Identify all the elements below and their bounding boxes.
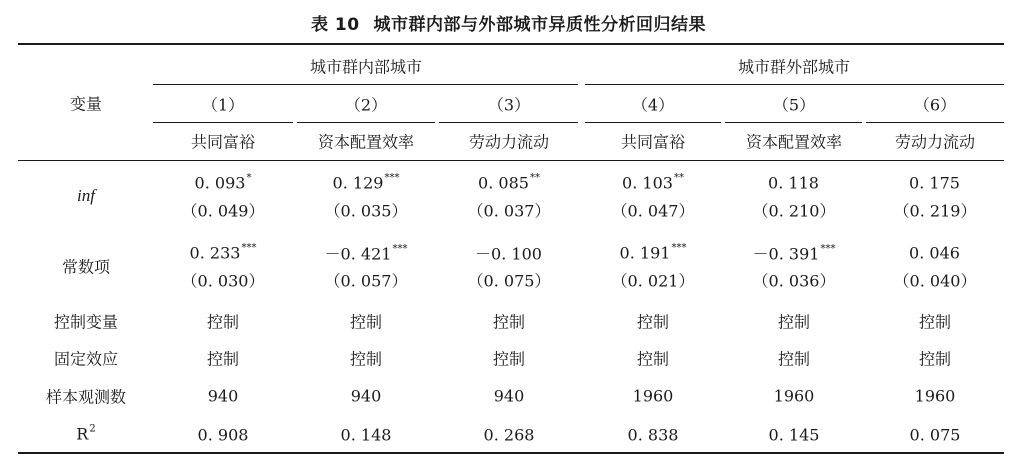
coef-value xyxy=(325,242,408,265)
col-rule-2 xyxy=(297,122,435,123)
col-rule-4 xyxy=(585,122,721,123)
r2-superscript: 2 xyxy=(89,423,96,435)
standard-error: （0. 210） xyxy=(752,201,836,221)
row-value-n: 940 xyxy=(350,386,382,406)
coef-number: 0. 129 xyxy=(332,173,384,193)
coef-value xyxy=(909,174,961,193)
standard-error: （0. 075） xyxy=(467,271,551,291)
column-name: 资本配置效率 xyxy=(317,132,415,152)
coef-number: －0. 391 xyxy=(752,244,820,264)
row-value-fixed: 控制 xyxy=(636,349,670,369)
row-value-r2: 0. 908 xyxy=(197,425,249,445)
row-label-n: 样本观测数 xyxy=(45,387,127,407)
row-value-n: 1960 xyxy=(914,386,956,406)
row-label-const: 常数项 xyxy=(61,257,111,277)
group-rule-outer xyxy=(585,84,1004,85)
significance-stars: * xyxy=(246,172,252,184)
column-number: （3） xyxy=(487,95,531,115)
row-value-r2: 0. 075 xyxy=(909,425,961,445)
row-value-n: 1960 xyxy=(773,386,815,406)
coef-value xyxy=(475,242,543,265)
coef-value xyxy=(909,244,961,263)
column-name: 共同富裕 xyxy=(620,132,686,152)
column-number: （4） xyxy=(631,95,675,115)
col-rule-3 xyxy=(439,122,578,123)
group-header-outer: 城市群外部城市 xyxy=(737,57,851,77)
row-value-n: 940 xyxy=(493,386,525,406)
significance-stars: *** xyxy=(392,243,408,255)
column-name: 资本配置效率 xyxy=(745,132,843,152)
coef-value xyxy=(333,174,400,193)
coef-value xyxy=(195,174,252,193)
row-value-fixed: 控制 xyxy=(918,349,952,369)
column-name: 共同富裕 xyxy=(190,132,256,152)
table-number: 表 10 xyxy=(310,15,360,35)
coef-number: 0. 046 xyxy=(909,243,960,263)
significance-stars: ** xyxy=(673,172,684,184)
column-number: （2） xyxy=(344,95,388,115)
column-number: （5） xyxy=(772,95,816,115)
standard-error: （0. 035） xyxy=(324,201,408,221)
row-value-n: 940 xyxy=(207,386,239,406)
standard-error: （0. 040） xyxy=(893,271,977,291)
significance-stars: *** xyxy=(241,242,257,254)
bottom-rule xyxy=(18,452,1004,454)
standard-error: （0. 047） xyxy=(611,201,695,221)
coef-value xyxy=(753,242,836,265)
header-rule xyxy=(18,160,1004,161)
standard-error: （0. 049） xyxy=(181,201,265,221)
standard-error: （0. 057） xyxy=(324,271,408,291)
standard-error: （0. 021） xyxy=(611,271,695,291)
col-rule-1 xyxy=(153,122,293,123)
row-value-fixed: 控制 xyxy=(777,349,811,369)
row-value-controls: 控制 xyxy=(777,312,811,332)
row-label-controls: 控制变量 xyxy=(53,312,119,332)
row-label-r2 xyxy=(76,425,95,444)
row-value-r2: 0. 145 xyxy=(768,425,820,445)
row-value-controls: 控制 xyxy=(636,312,670,332)
group-header-inner: 城市群内部城市 xyxy=(309,57,423,77)
row-value-controls: 控制 xyxy=(349,312,383,332)
significance-stars: *** xyxy=(820,243,836,255)
column-number: （6） xyxy=(913,95,957,115)
coef-number: 0. 118 xyxy=(768,173,819,193)
coef-value xyxy=(622,174,684,193)
significance-stars: *** xyxy=(671,242,687,254)
row-value-r2: 0. 148 xyxy=(340,425,392,445)
standard-error: （0. 030） xyxy=(181,271,265,291)
row-value-controls: 控制 xyxy=(492,312,526,332)
col-rule-5 xyxy=(725,122,862,123)
coef-value xyxy=(620,244,687,263)
coef-value xyxy=(768,174,820,193)
row-label-fixed: 固定效应 xyxy=(53,349,119,369)
coef-value xyxy=(478,174,540,193)
variable-header: 变量 xyxy=(69,94,103,114)
coef-number: 0. 191 xyxy=(619,243,671,263)
table-caption: 城市群内部与外部城市异质性分析回归结果 xyxy=(373,15,707,35)
coef-number: 0. 093 xyxy=(194,173,246,193)
coef-value xyxy=(190,244,257,263)
top-rule xyxy=(18,43,1004,45)
coef-number: －0. 421 xyxy=(324,244,392,264)
standard-error: （0. 036） xyxy=(752,271,836,291)
row-value-fixed: 控制 xyxy=(206,349,240,369)
standard-error: （0. 219） xyxy=(893,201,977,221)
row-value-n: 1960 xyxy=(632,386,674,406)
coef-number: 0. 175 xyxy=(909,173,960,193)
significance-stars: *** xyxy=(384,172,400,184)
row-value-fixed: 控制 xyxy=(349,349,383,369)
col-rule-6 xyxy=(866,122,1004,123)
standard-error: （0. 037） xyxy=(467,201,551,221)
row-value-r2: 0. 268 xyxy=(483,425,535,445)
row-label-inf: inf xyxy=(77,186,95,205)
significance-stars: ** xyxy=(529,172,540,184)
row-value-controls: 控制 xyxy=(206,312,240,332)
coef-number: 0. 103 xyxy=(622,173,673,193)
table-title xyxy=(0,10,1017,35)
coef-number: 0. 085 xyxy=(478,173,529,193)
column-number: （1） xyxy=(201,95,245,115)
group-rule-inner xyxy=(153,84,578,85)
column-name: 劳动力流动 xyxy=(468,132,550,152)
row-value-fixed: 控制 xyxy=(492,349,526,369)
column-name: 劳动力流动 xyxy=(894,132,976,152)
coef-number: －0. 100 xyxy=(475,244,542,264)
row-value-controls: 控制 xyxy=(918,312,952,332)
row-value-r2: 0. 838 xyxy=(627,425,679,445)
coef-number: 0. 233 xyxy=(189,243,241,263)
r2-letter: R xyxy=(76,424,89,444)
